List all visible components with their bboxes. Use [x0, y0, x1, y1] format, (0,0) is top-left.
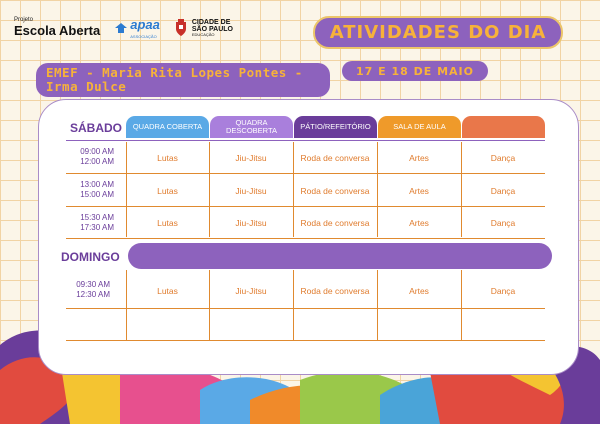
time-slot: [66, 147, 114, 167]
activity-cell: Dança: [490, 153, 516, 163]
activity-cell: Lutas: [157, 186, 178, 196]
logos-bar: [14, 16, 233, 39]
column-header-blank: [462, 116, 545, 138]
activity-cell: Dança: [490, 218, 516, 228]
column-divider: [461, 270, 462, 340]
escola-aberta-label: Escola Aberta: [14, 22, 101, 38]
date-badge: 17 E 18 DE MAIO: [342, 61, 488, 81]
column-header-patio-refeitorio: PÁTIO/REFEITÓRIO: [294, 116, 377, 138]
column-divider: [126, 270, 127, 340]
time-start: 09:30 AM: [76, 280, 110, 289]
activity-cell: Roda de conversa: [300, 218, 370, 228]
activity-cell: Dança: [490, 286, 516, 296]
time-start: 09:00 AM: [80, 147, 114, 156]
sp-line1: CIDADE DE: [191, 18, 231, 26]
row-divider: [66, 173, 545, 174]
time-end: 17:30 AM: [80, 223, 114, 232]
column-divider: [293, 270, 294, 340]
activity-cell: Roda de conversa: [300, 153, 370, 163]
row-divider: [66, 206, 545, 207]
activity-cell: Lutas: [157, 218, 178, 228]
column-divider: [377, 270, 378, 340]
activity-cell: Jiu-Jitsu: [235, 286, 267, 296]
saturday-label: SÁBADO: [70, 121, 123, 135]
activity-cell: Dança: [490, 186, 516, 196]
sp-line2: SÃO PAULO: [191, 25, 233, 33]
coat-of-arms-icon: [174, 19, 188, 37]
activity-cell: Artes: [409, 286, 429, 296]
time-start: 15:30 AM: [80, 213, 114, 222]
activity-cell: Artes: [409, 153, 429, 163]
projeto-label: Projeto: [14, 16, 34, 23]
time-end: 12:00 AM: [80, 157, 114, 166]
activity-cell: Roda de conversa: [300, 286, 370, 296]
header-divider: [66, 140, 545, 141]
activity-cell: Artes: [409, 186, 429, 196]
time-end: 12:30 AM: [76, 290, 110, 299]
time-start: 13:00 AM: [80, 180, 114, 189]
apaa-icon: [114, 22, 128, 34]
school-name: EMEF - Maria Rita Lopes Pontes - Irma Dulce: [36, 63, 330, 97]
apaa-sub-label: ASSOCIAÇÃO: [130, 34, 157, 39]
time-slot: [66, 213, 114, 233]
activity-cell: Artes: [409, 218, 429, 228]
column-header-quadra-descoberta: QUADRA DESCOBERTA: [210, 116, 293, 138]
column-header-quadra-coberta: QUADRA COBERTA: [126, 116, 209, 138]
sunday-header-bar: [128, 243, 552, 269]
page-title: ATIVIDADES DO DIA: [313, 16, 563, 49]
apaa-label: apaa: [130, 17, 160, 32]
row-divider: [66, 238, 545, 239]
time-end: 15:00 AM: [80, 190, 114, 199]
sunday-label: DOMINGO: [61, 250, 120, 264]
column-header-sala-de-aula: SALA DE AULA: [378, 116, 461, 138]
activity-cell: Roda de conversa: [300, 186, 370, 196]
sao-paulo-logo: [174, 19, 233, 37]
activity-cell: Lutas: [157, 286, 178, 296]
escola-aberta-logo: [14, 17, 100, 39]
activity-cell: Jiu-Jitsu: [235, 153, 267, 163]
activity-cell: Jiu-Jitsu: [235, 218, 267, 228]
row-divider: [66, 308, 545, 309]
activity-cell: Lutas: [157, 153, 178, 163]
column-divider: [209, 270, 210, 340]
time-slot: [66, 180, 114, 200]
activity-cell: Jiu-Jitsu: [235, 186, 267, 196]
time-slot: [62, 280, 110, 300]
apaa-logo: [114, 16, 160, 39]
row-divider: [66, 340, 545, 341]
sp-line3: EDUCAÇÃO: [191, 31, 215, 37]
